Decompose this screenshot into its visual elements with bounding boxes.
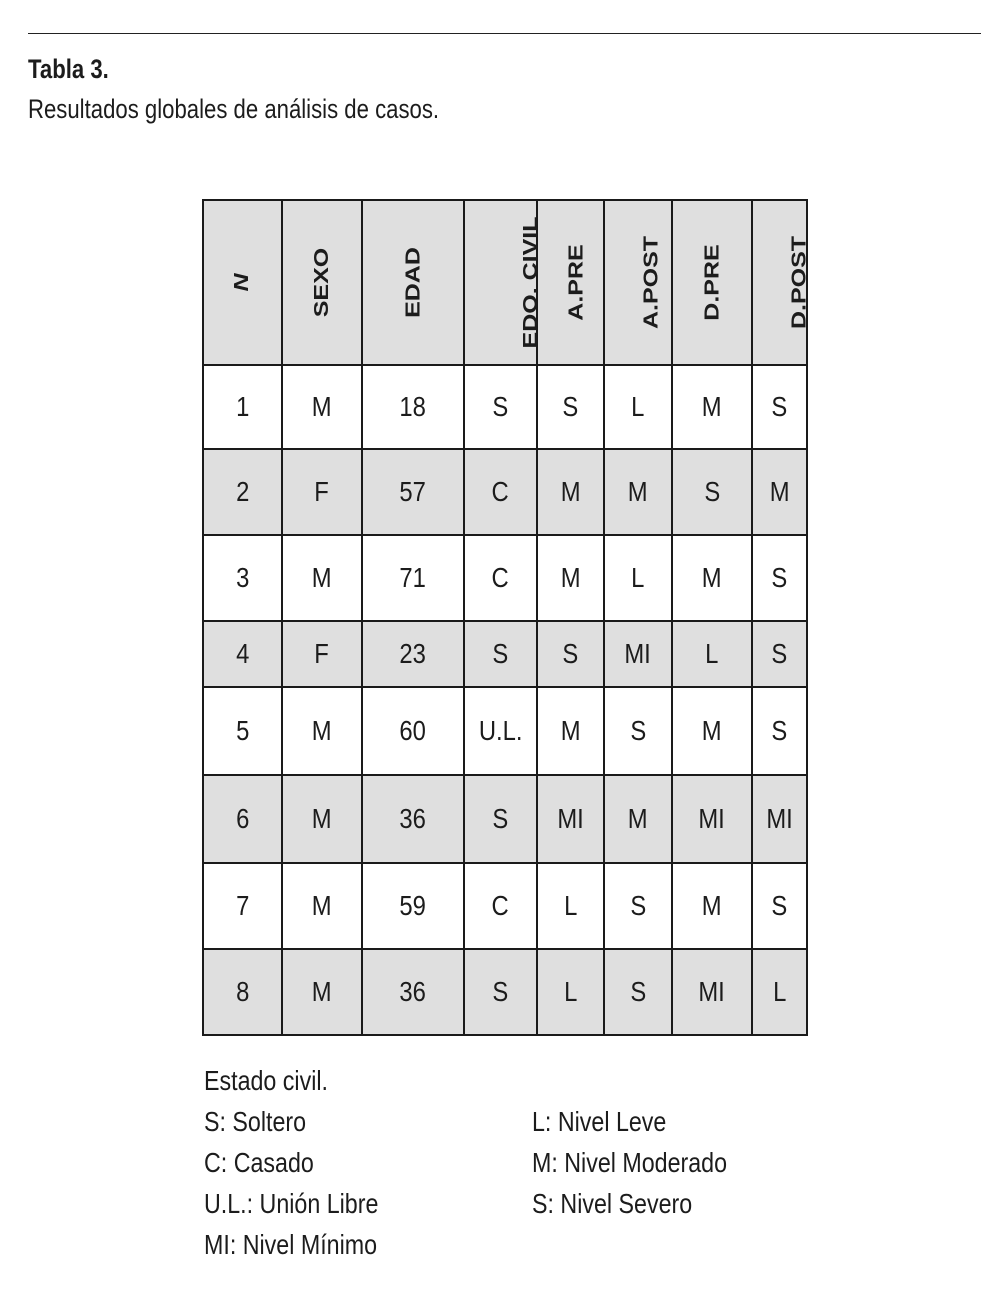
cell-value: M bbox=[560, 476, 581, 507]
table-cell bbox=[537, 449, 604, 535]
table-row bbox=[203, 621, 807, 687]
cell-value: 59 bbox=[399, 890, 427, 921]
table-row bbox=[203, 535, 807, 621]
table-cell bbox=[203, 449, 282, 535]
table-cell bbox=[672, 365, 752, 449]
cell-value: M bbox=[702, 391, 722, 422]
cell-value: 1 bbox=[235, 391, 250, 422]
cell-value: M bbox=[702, 890, 722, 921]
table-cell bbox=[537, 365, 604, 449]
header-d-pre: D.PRE bbox=[672, 200, 752, 365]
table-cell bbox=[752, 535, 807, 621]
header-sexo: SEXO bbox=[282, 200, 362, 365]
cell-value: S bbox=[630, 715, 646, 746]
cell-value: 36 bbox=[399, 803, 427, 834]
table-cell bbox=[752, 687, 807, 775]
cell-value: S bbox=[492, 976, 509, 1007]
cell-value: 71 bbox=[399, 562, 427, 593]
cell-value: 57 bbox=[399, 476, 427, 507]
table-row bbox=[203, 949, 807, 1035]
cell-value: MI bbox=[698, 976, 726, 1007]
table-cell bbox=[604, 863, 672, 949]
cell-value: M bbox=[628, 803, 648, 834]
cell-value: S bbox=[771, 890, 788, 921]
cell-value: M bbox=[312, 715, 332, 746]
cell-value: M bbox=[312, 562, 332, 593]
cell-value: C bbox=[491, 890, 510, 921]
table-cell bbox=[282, 863, 362, 949]
cell-value: M bbox=[560, 715, 581, 746]
cell-value: S bbox=[704, 476, 720, 507]
table-cell bbox=[672, 863, 752, 949]
table-cell bbox=[672, 949, 752, 1035]
cell-value: M bbox=[312, 391, 332, 422]
header-row bbox=[203, 200, 807, 365]
top-rule bbox=[28, 33, 981, 34]
table-cell bbox=[752, 365, 807, 449]
cell-value: 3 bbox=[235, 562, 250, 593]
header-d-post: D.POST bbox=[752, 200, 807, 365]
cell-value: S bbox=[771, 562, 788, 593]
cell-value: 18 bbox=[399, 391, 427, 422]
table-caption-title: Tabla 3. bbox=[28, 54, 109, 84]
table-cell bbox=[203, 535, 282, 621]
cell-value: L bbox=[631, 562, 645, 593]
table-cell bbox=[604, 449, 672, 535]
cell-value: C bbox=[491, 476, 510, 507]
cell-value: S bbox=[492, 803, 509, 834]
table-cell bbox=[203, 621, 282, 687]
cell-value: F bbox=[314, 638, 330, 669]
table-cell bbox=[282, 449, 362, 535]
table-cell bbox=[203, 687, 282, 775]
cell-value: 36 bbox=[399, 976, 427, 1007]
legend-right bbox=[532, 1101, 727, 1224]
header-a-post: A.POST bbox=[604, 200, 672, 365]
cell-value: MI bbox=[766, 803, 793, 834]
table-cell bbox=[464, 775, 537, 863]
legend-item: C: Casado bbox=[204, 1147, 314, 1178]
table-cell bbox=[203, 365, 282, 449]
cell-value: S bbox=[562, 638, 579, 669]
table-cell bbox=[537, 621, 604, 687]
table-cell bbox=[464, 535, 537, 621]
table-cell bbox=[464, 449, 537, 535]
cell-value: S bbox=[562, 391, 579, 422]
table-row bbox=[203, 365, 807, 449]
table-cell bbox=[752, 863, 807, 949]
legend-item: U.L.: Unión Libre bbox=[204, 1188, 379, 1219]
table-cell bbox=[362, 621, 464, 687]
table-cell bbox=[203, 863, 282, 949]
table-cell bbox=[282, 775, 362, 863]
cell-value: 4 bbox=[235, 638, 250, 669]
table-cell bbox=[362, 535, 464, 621]
header-n: N bbox=[203, 200, 282, 365]
table-cell bbox=[604, 775, 672, 863]
table-row bbox=[203, 687, 807, 775]
cell-value: F bbox=[314, 476, 330, 507]
legend-item: L: Nivel Leve bbox=[532, 1106, 667, 1137]
table-cell bbox=[282, 621, 362, 687]
table-cell bbox=[282, 949, 362, 1035]
cell-value: U.L. bbox=[478, 715, 523, 746]
table-cell bbox=[464, 687, 537, 775]
cell-value: M bbox=[702, 562, 722, 593]
cell-value: M bbox=[560, 562, 581, 593]
table-cell bbox=[282, 365, 362, 449]
table-cell bbox=[537, 535, 604, 621]
table-cell bbox=[604, 621, 672, 687]
table-cell bbox=[604, 949, 672, 1035]
table-caption-subtitle: Resultados globales de análisis de casos. bbox=[28, 94, 440, 124]
cell-value: S bbox=[771, 638, 788, 669]
table-cell bbox=[362, 863, 464, 949]
cell-value: M bbox=[769, 476, 790, 507]
table-cell bbox=[362, 775, 464, 863]
table-cell bbox=[362, 687, 464, 775]
cell-value: 5 bbox=[235, 715, 250, 746]
table-cell bbox=[672, 535, 752, 621]
cell-value: M bbox=[702, 715, 722, 746]
table-row bbox=[203, 775, 807, 863]
cell-value: M bbox=[312, 890, 332, 921]
legend-item: MI: Nivel Mínimo bbox=[204, 1229, 378, 1260]
cell-value: M bbox=[628, 476, 648, 507]
table-cell bbox=[537, 775, 604, 863]
cell-value: MI bbox=[698, 803, 726, 834]
cell-value: M bbox=[312, 803, 332, 834]
table-cell bbox=[362, 449, 464, 535]
table-cell bbox=[672, 775, 752, 863]
table-cell bbox=[537, 949, 604, 1035]
table-cell bbox=[203, 775, 282, 863]
cell-value: M bbox=[312, 976, 332, 1007]
header-edo-civil: EDO. CIVIL bbox=[464, 200, 537, 365]
cell-value: 2 bbox=[235, 476, 250, 507]
table-cell bbox=[464, 365, 537, 449]
table-cell bbox=[752, 775, 807, 863]
cell-value: S bbox=[492, 638, 509, 669]
cell-value: MI bbox=[624, 638, 652, 669]
cell-value: L bbox=[563, 976, 578, 1007]
cell-value: S bbox=[492, 391, 509, 422]
cell-value: L bbox=[772, 976, 787, 1007]
cell-value: L bbox=[563, 890, 578, 921]
table-cell bbox=[752, 449, 807, 535]
table-cell bbox=[203, 949, 282, 1035]
cell-value: 23 bbox=[399, 638, 427, 669]
table-cell bbox=[464, 949, 537, 1035]
cell-value: L bbox=[705, 638, 719, 669]
table-row bbox=[203, 863, 807, 949]
table-cell bbox=[604, 365, 672, 449]
table-cell bbox=[362, 949, 464, 1035]
cell-value: S bbox=[630, 976, 646, 1007]
table-cell bbox=[362, 365, 464, 449]
cell-value: C bbox=[491, 562, 510, 593]
table-cell bbox=[752, 949, 807, 1035]
table-cell bbox=[464, 863, 537, 949]
legend-heading: Estado civil. bbox=[204, 1065, 329, 1096]
table-cell bbox=[672, 621, 752, 687]
header-edad: EDAD bbox=[362, 200, 464, 365]
legend-item: M: Nivel Moderado bbox=[532, 1147, 728, 1178]
legend-left bbox=[204, 1060, 378, 1265]
cell-value: 8 bbox=[235, 976, 250, 1007]
results-table bbox=[202, 199, 811, 1036]
cell-value: 7 bbox=[235, 890, 250, 921]
cell-value: L bbox=[631, 391, 645, 422]
table-cell bbox=[282, 535, 362, 621]
cell-value: S bbox=[771, 715, 788, 746]
table-cell bbox=[537, 863, 604, 949]
cell-value: 6 bbox=[235, 803, 250, 834]
legend-item: S: Soltero bbox=[204, 1106, 307, 1137]
table-cell bbox=[672, 687, 752, 775]
table-cell bbox=[604, 687, 672, 775]
header-a-pre: A.PRE bbox=[537, 200, 604, 365]
cell-value: MI bbox=[557, 803, 584, 834]
cell-value: S bbox=[630, 890, 646, 921]
legend-item: S: Nivel Severo bbox=[532, 1188, 693, 1219]
table-cell bbox=[282, 687, 362, 775]
table-cell bbox=[604, 535, 672, 621]
table-cell bbox=[464, 621, 537, 687]
table-cell bbox=[752, 621, 807, 687]
cell-value: 60 bbox=[399, 715, 427, 746]
cell-value: S bbox=[771, 391, 788, 422]
table-cell bbox=[537, 687, 604, 775]
table-row bbox=[203, 449, 807, 535]
table-cell bbox=[672, 449, 752, 535]
